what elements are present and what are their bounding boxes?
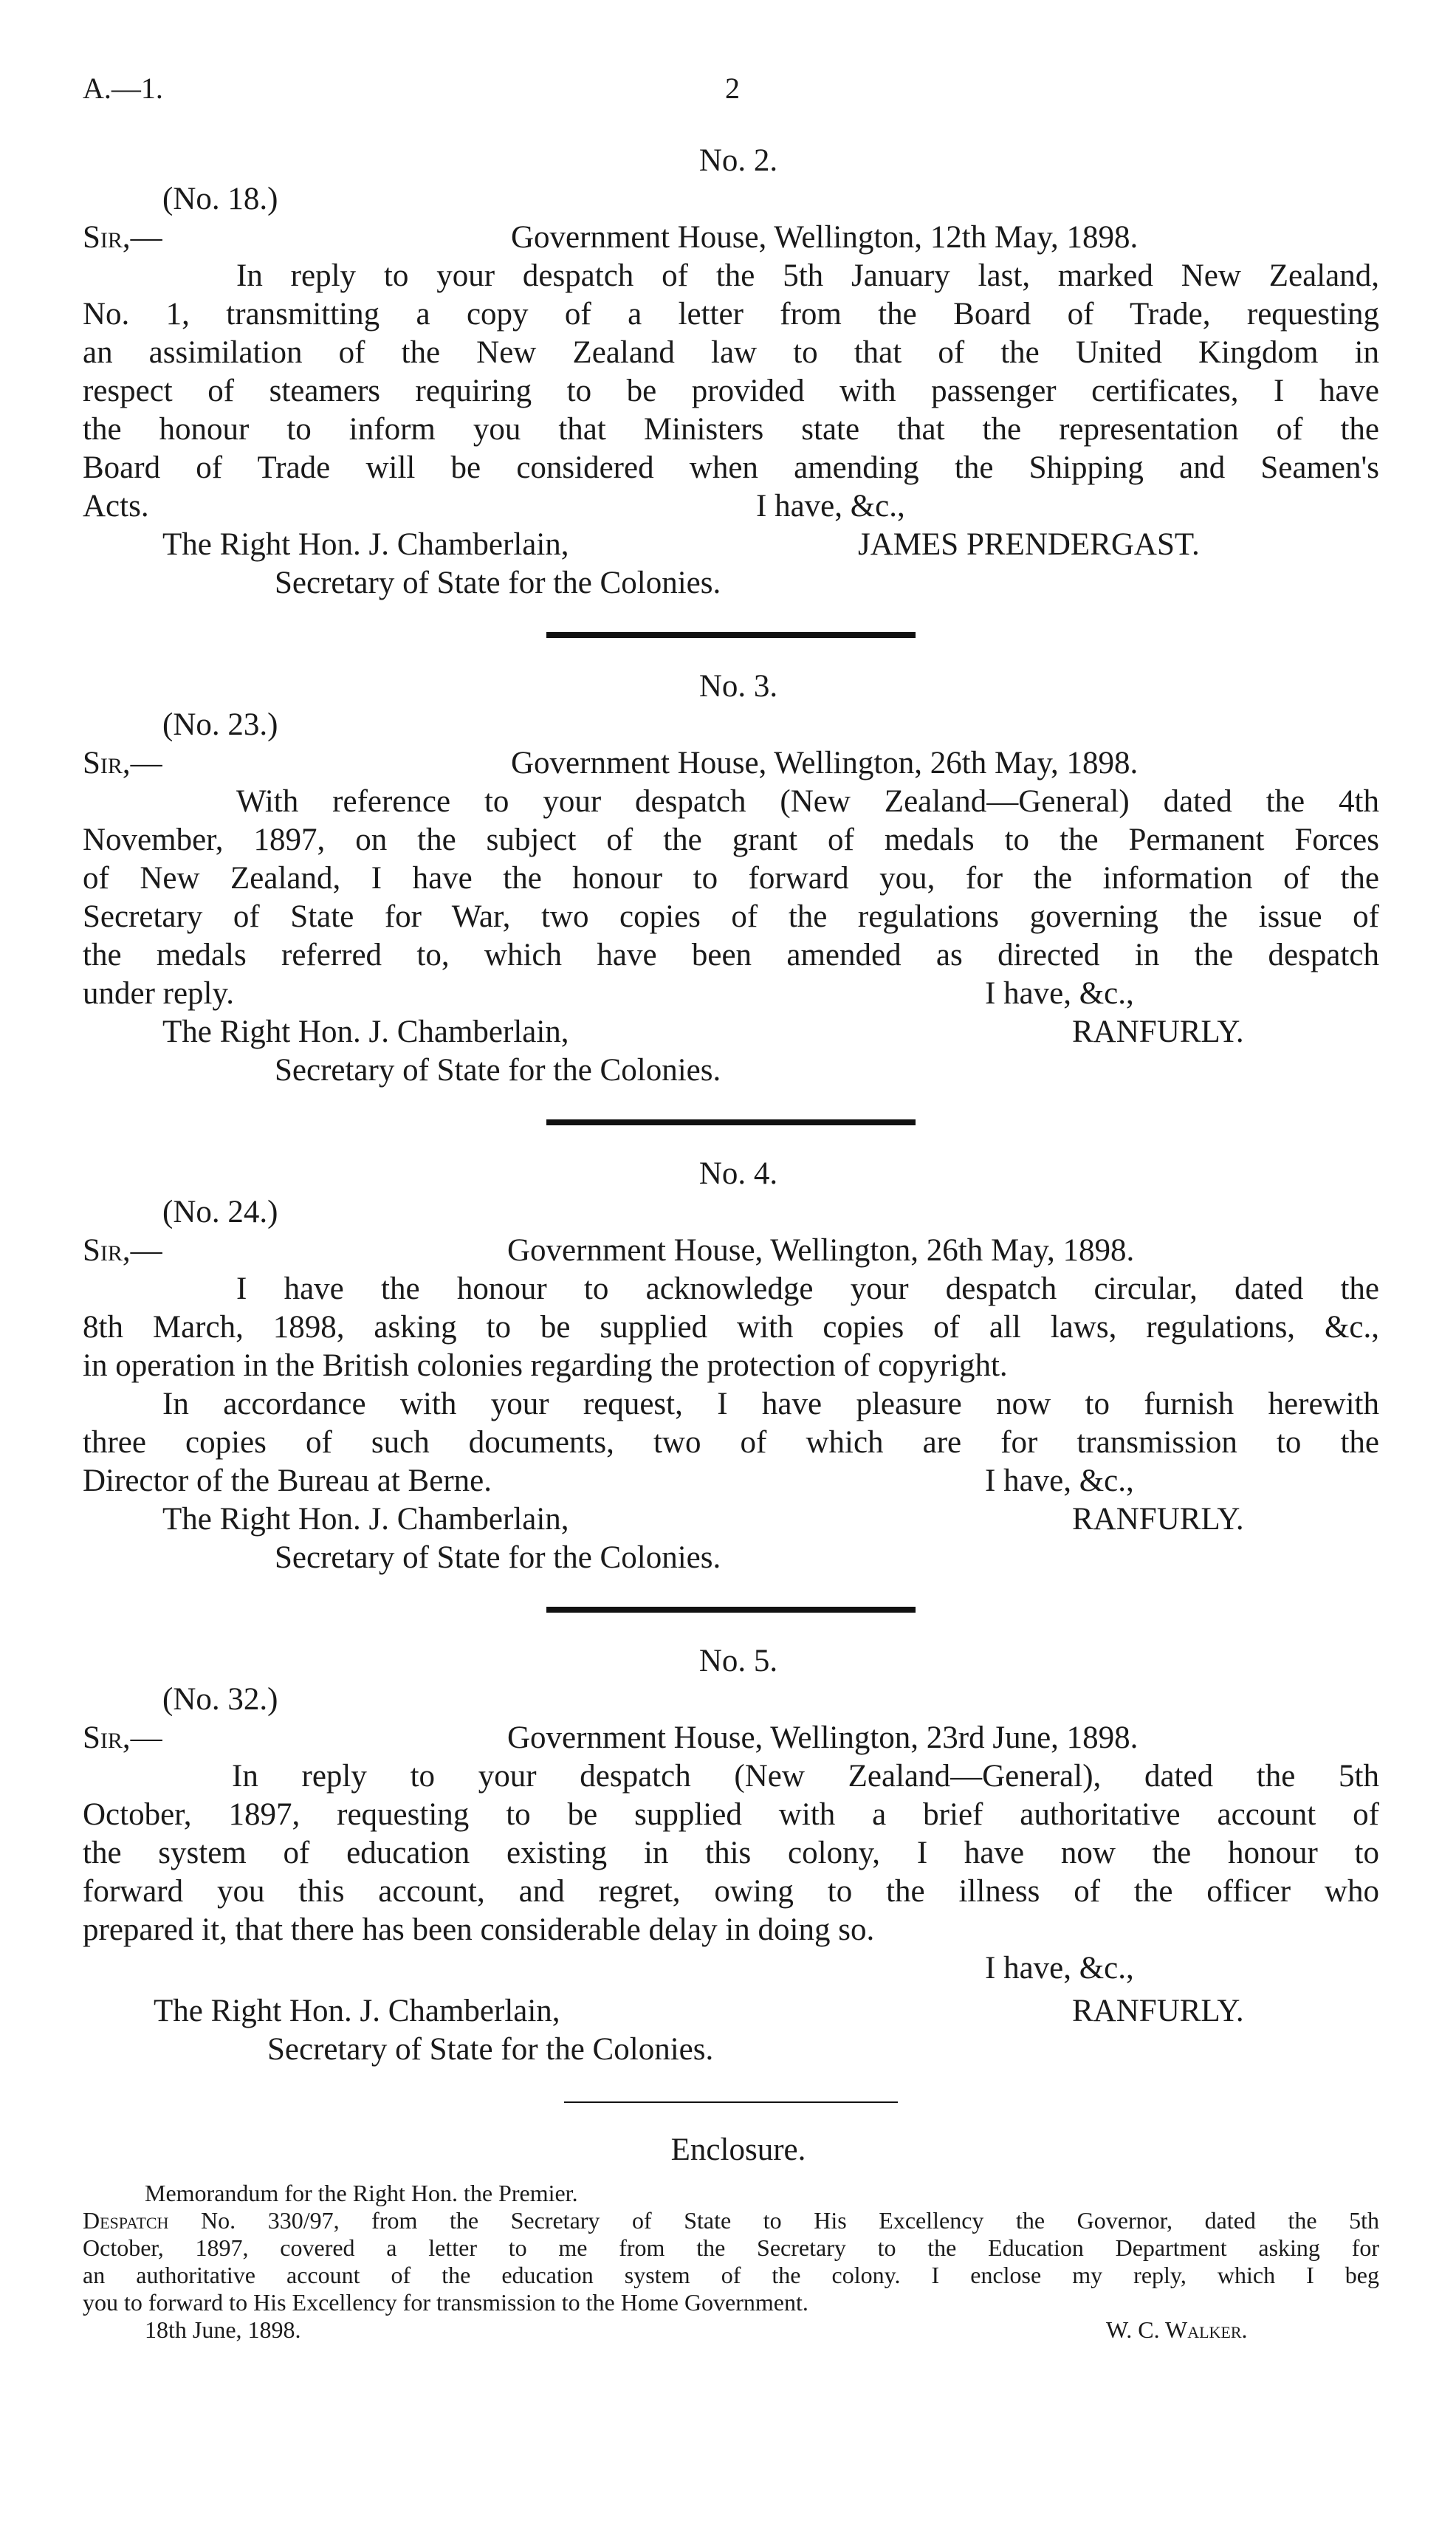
- memo-heading: Memorandum for the Right Hon. the Premier.: [145, 2180, 578, 2206]
- enclosure-text: [83, 2180, 1379, 2344]
- lead-word: Despatch: [83, 2207, 169, 2234]
- letter-no-2: [83, 142, 1379, 603]
- closing-line: [83, 1949, 1379, 1988]
- body-line: Secretary of State for War, two copies of the regulations governing the issue of: [83, 899, 1379, 934]
- signature-line: [83, 526, 1379, 564]
- body-line: October, 1897, requesting to be supplied with a brief authoritative account of: [83, 1797, 1379, 1832]
- page-header: [83, 71, 1379, 115]
- page-number: 2: [725, 72, 740, 105]
- salutation-line: [83, 219, 1379, 257]
- body-line: 8th March, 1898, asking to be supplied with copies of all laws, regulations, &c.,: [83, 1310, 1379, 1345]
- letter-title: No. 3.: [698, 669, 778, 704]
- body-line: prepared it, that there has been considerable delay in doing so.: [83, 1912, 875, 1947]
- section-divider: [546, 632, 916, 638]
- salutation-line: [83, 744, 1379, 783]
- enclosure-divider: [564, 2101, 898, 2103]
- salutation: Sir,—: [83, 1233, 162, 1268]
- body-line: In reply to your despatch (New Zealand—General), dated the 5th: [232, 1759, 1379, 1794]
- body-line: In accordance with your request, I have pleasure now to furnish herewith: [162, 1387, 1379, 1421]
- letter-no-3: [83, 668, 1379, 1090]
- despatch-number: (No. 24.): [162, 1195, 278, 1229]
- closing: I have, &c.,: [985, 976, 1134, 1011]
- letter-title: No. 5.: [698, 1644, 778, 1678]
- document-page: [83, 71, 1379, 2344]
- closing: I have, &c.,: [756, 489, 905, 524]
- letter-title: No. 2.: [698, 143, 778, 178]
- location-date: Government House, Wellington, 26th May, 1898.: [511, 746, 1139, 780]
- section-divider: [546, 1119, 916, 1125]
- body-line: the medals referred to, which have been amended as directed in the despatch: [83, 938, 1379, 972]
- enclosure-last-line: you to forward to His Excellency for transmission to the Home Government.: [83, 2289, 808, 2316]
- signature: RANFURLY.: [1072, 1994, 1244, 2028]
- body-line: forward you this account, and regret, owing to the illness of the officer who: [83, 1874, 1379, 1909]
- enclosure-footer: [83, 2316, 1379, 2344]
- location-date: Government House, Wellington, 26th May, 1898.: [507, 1233, 1135, 1268]
- location-date: Government House, Wellington, 12th May, 1898.: [511, 220, 1139, 255]
- addressee: The Right Hon. J. Chamberlain,: [162, 527, 569, 562]
- enclosure-line: an authoritative account of the education system of the colony. I enclose my reply, which I beg: [83, 2262, 1379, 2288]
- signature-line: [83, 1992, 1379, 2031]
- signature-line: [83, 1013, 1379, 1051]
- body-line: of New Zealand, I have the honour to forward you, for the information of the: [83, 861, 1379, 896]
- despatch-number: (No. 18.): [162, 182, 278, 216]
- enclosure-title: Enclosure.: [670, 2132, 806, 2167]
- body-line: three copies of such documents, two of which are for transmission to the: [83, 1425, 1379, 1460]
- document-reference: A.—1.: [83, 72, 163, 105]
- enclosure-line: [83, 2207, 1379, 2234]
- signature-line: [83, 1500, 1379, 1539]
- body-line: in operation in the British colonies regarding the protection of copyright.: [83, 1348, 1008, 1383]
- body-line: November, 1897, on the subject of the grant of medals to the Permanent Forces: [83, 823, 1379, 857]
- body-line: an assimilation of the New Zealand law to that of the United Kingdom in: [83, 335, 1379, 370]
- body-line: the system of education existing in this colony, I have now the honour to: [83, 1836, 1379, 1870]
- signature: RANFURLY.: [1072, 1015, 1244, 1049]
- body-line: respect of steamers requiring to be provided with passenger certificates, I have: [83, 374, 1379, 408]
- section-divider: [546, 1607, 916, 1613]
- addressee-title: Secretary of State for the Colonies.: [275, 1053, 721, 1088]
- letter-title: No. 4.: [698, 1156, 778, 1191]
- addressee-title: Secretary of State for the Colonies.: [275, 566, 721, 600]
- enclosure-signature: W. C. Walker.: [1106, 2316, 1248, 2343]
- closing: I have, &c.,: [985, 1463, 1134, 1498]
- body-line: In reply to your despatch of the 5th January last, marked New Zealand,: [236, 258, 1379, 293]
- letter-no-5: [83, 1642, 1379, 2069]
- body-last-line: Director of the Bureau at Berne.: [83, 1463, 492, 1498]
- salutation-line: [83, 1232, 1379, 1270]
- body-line: Board of Trade will be considered when amending the Shipping and Seamen's: [83, 450, 1379, 485]
- body-line: With reference to your despatch (New Zealand—General) dated the 4th: [236, 784, 1379, 819]
- salutation: Sir,—: [83, 220, 162, 255]
- salutation: Sir,—: [83, 1720, 162, 1755]
- enclosure-line-text: No. 330/97, from the Secretary of State to His Excellency the Governor, dated the 5th: [201, 2207, 1379, 2234]
- addressee: The Right Hon. J. Chamberlain,: [154, 1994, 560, 2028]
- closing-line: [83, 1462, 1379, 1500]
- despatch-number: (No. 32.): [162, 1682, 278, 1717]
- body-line: the honour to inform you that Ministers state that the representation of the: [83, 412, 1379, 447]
- addressee: The Right Hon. J. Chamberlain,: [162, 1015, 569, 1049]
- enclosure-date: 18th June, 1898.: [145, 2316, 301, 2343]
- location-date: Government House, Wellington, 23rd June, 1898.: [507, 1720, 1139, 1755]
- signature: RANFURLY.: [1072, 1502, 1244, 1537]
- closing-line: [83, 975, 1379, 1013]
- body-last-line: Acts.: [83, 489, 149, 524]
- body-line: I have the honour to acknowledge your despatch circular, dated the: [236, 1272, 1379, 1306]
- body-line: No. 1, transmitting a copy of a letter from the Board of Trade, requesting: [83, 297, 1379, 332]
- closing: I have, &c.,: [985, 1951, 1134, 1986]
- despatch-number: (No. 23.): [162, 707, 278, 742]
- addressee-title: Secretary of State for the Colonies.: [275, 1540, 721, 1575]
- closing-line: [83, 487, 1379, 526]
- addressee-title: Secretary of State for the Colonies.: [267, 2032, 714, 2067]
- addressee: The Right Hon. J. Chamberlain,: [162, 1502, 569, 1537]
- signature: JAMES PRENDERGAST.: [858, 527, 1200, 562]
- salutation: Sir,—: [83, 746, 162, 780]
- letter-no-4: [83, 1155, 1379, 1577]
- salutation-line: [83, 1719, 1379, 1757]
- enclosure: [83, 2131, 1379, 2344]
- body-last-line: under reply.: [83, 976, 234, 1011]
- enclosure-line: October, 1897, covered a letter to me from the Secretary to the Education Department asking for: [83, 2234, 1379, 2261]
